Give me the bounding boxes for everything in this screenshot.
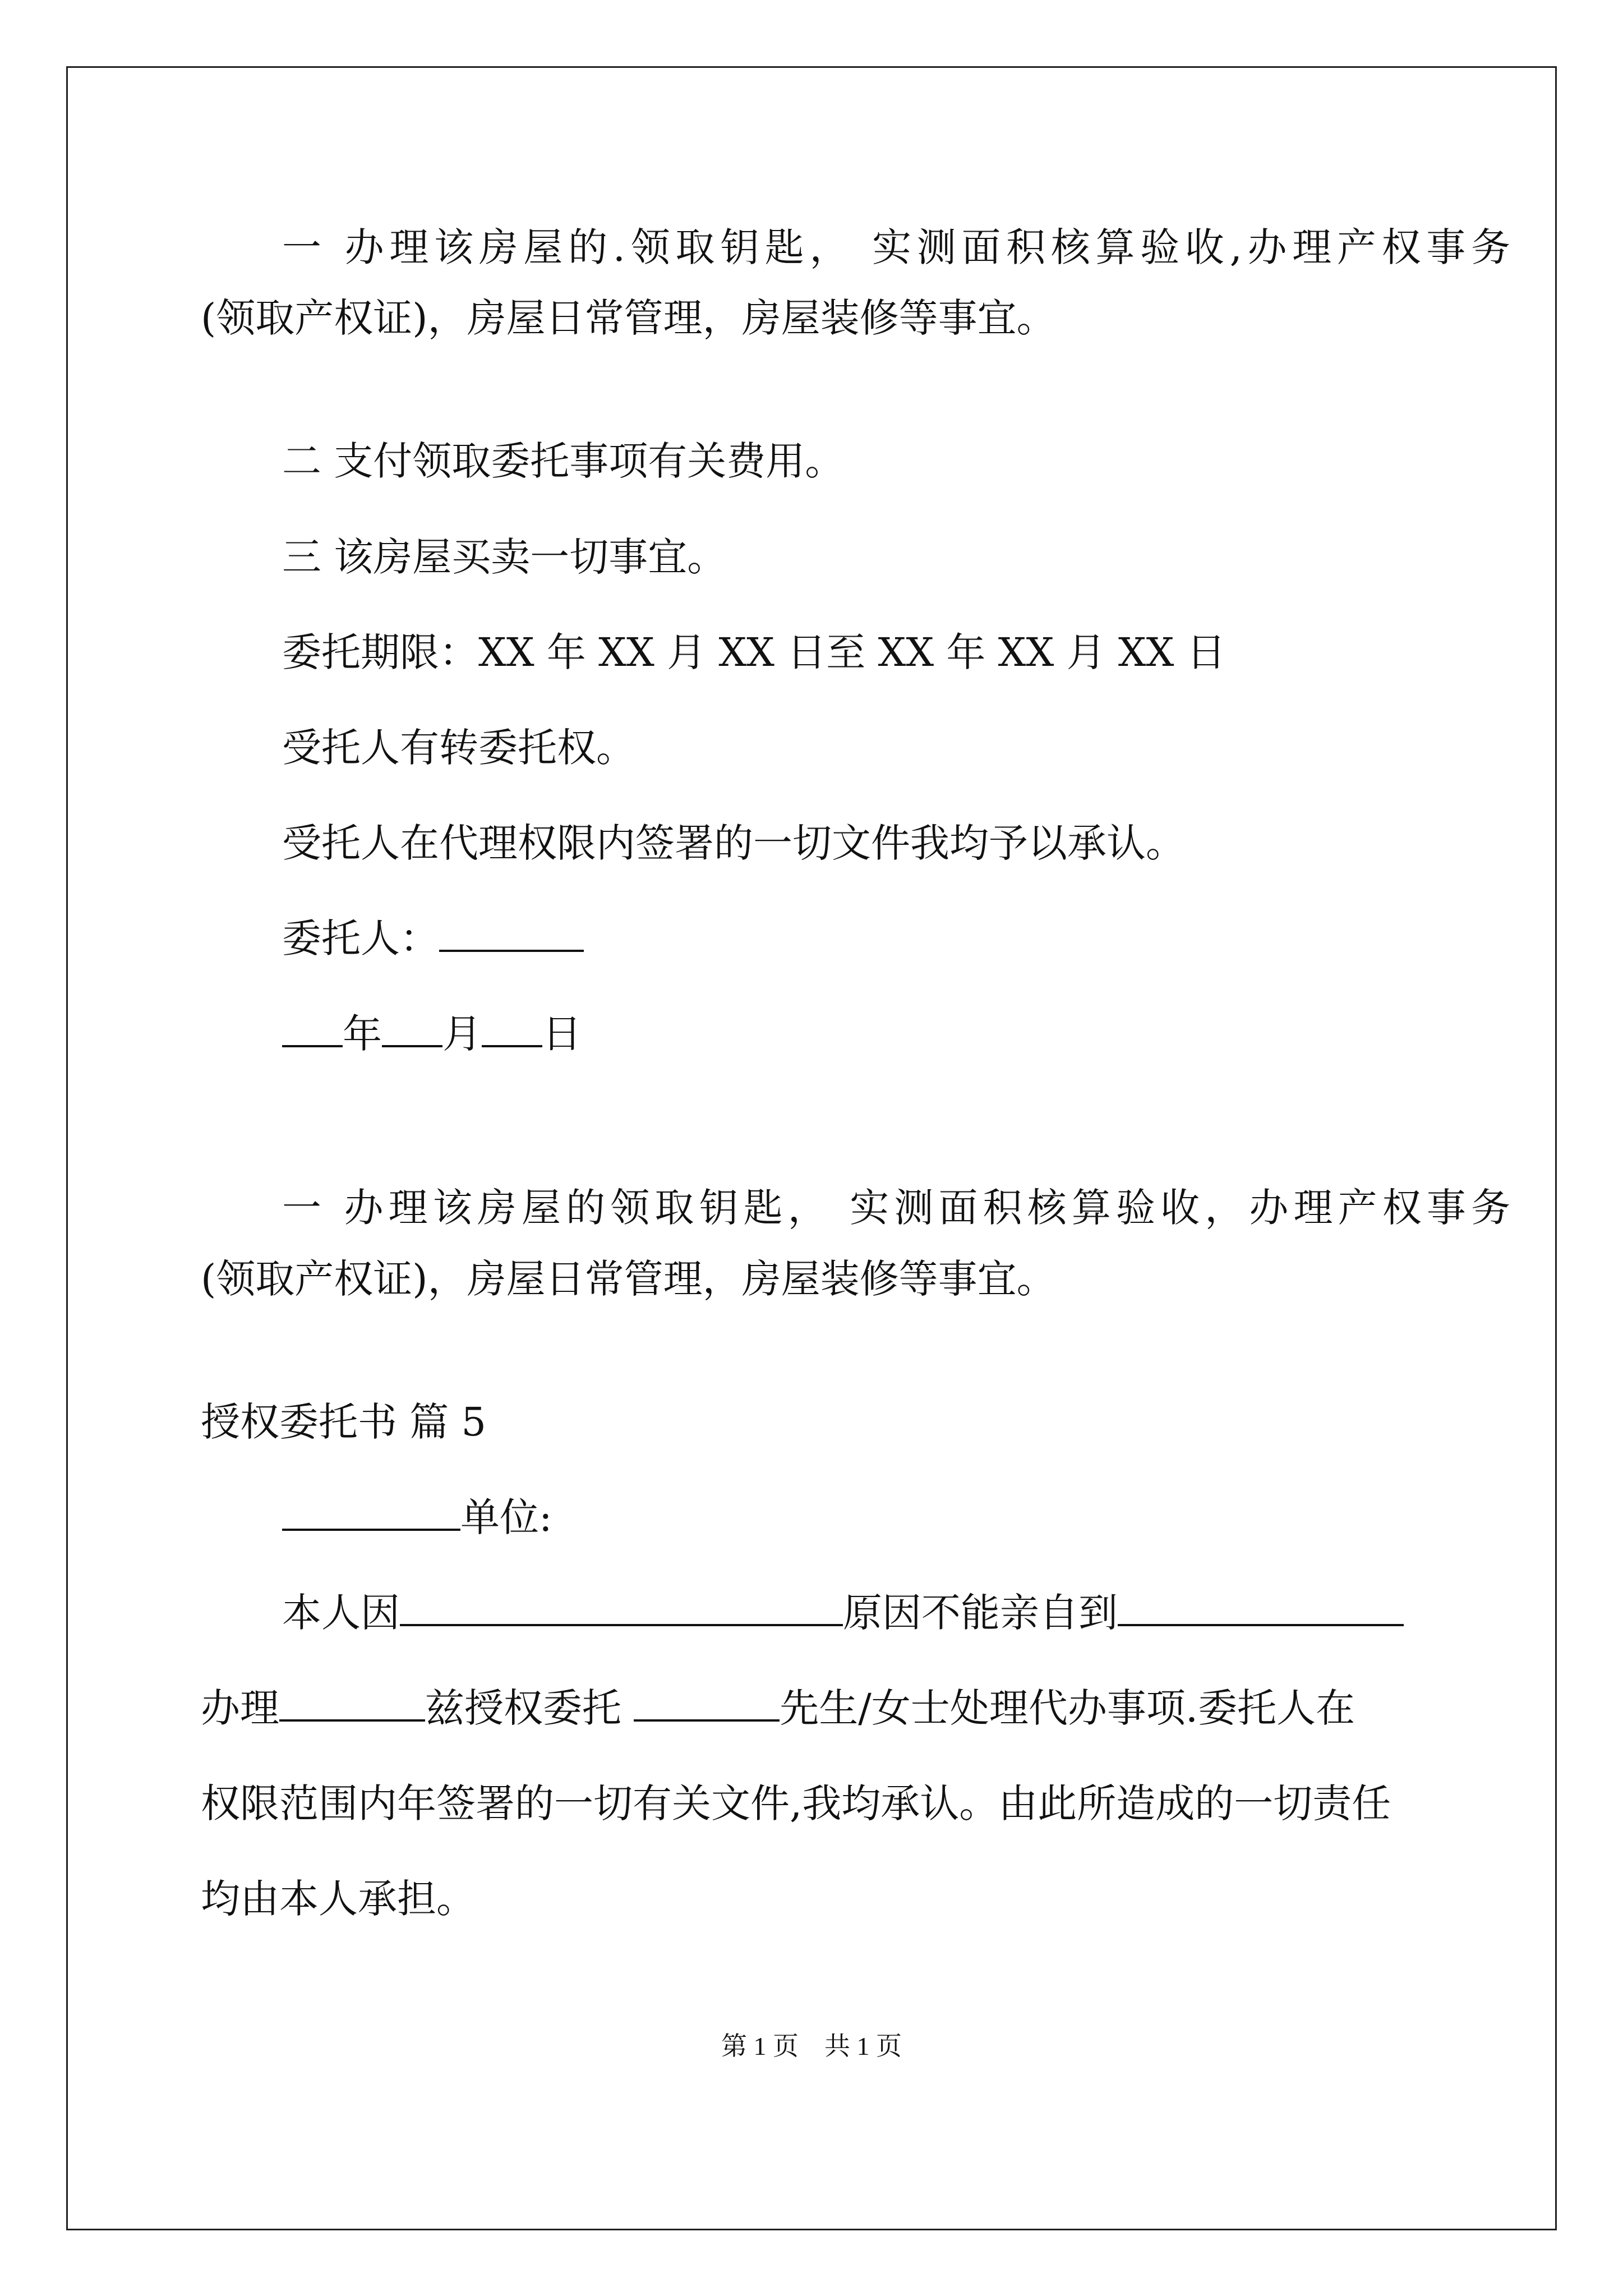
scope-line: 权限范围内年签署的一切有关文件,我均承认。由此所造成的一切责任 — [201, 1780, 1391, 1826]
year-blank — [282, 1010, 343, 1047]
reason-blank — [400, 1589, 843, 1626]
reason-mid: 原因不能亲自到 — [843, 1590, 1118, 1636]
handle-prefix: 办理 — [201, 1685, 279, 1731]
principal-signature-line — [282, 913, 584, 964]
paragraph-3: 三 该房屋买卖一切事宜。 — [282, 534, 727, 580]
section-title: 授权委托书 篇 5 — [201, 1399, 487, 1445]
unit-line — [282, 1492, 552, 1543]
matter-blank — [279, 1685, 425, 1722]
month-label: 月 — [442, 1011, 482, 1057]
paragraph-1-line-2: (领取产权证)，房屋日常管理，房屋装修等事宜。 — [201, 295, 1056, 341]
paragraph-2: 二 支付领取委托事项有关费用。 — [282, 438, 845, 484]
day-label: 日 — [542, 1011, 582, 1057]
paragraph-1-line-1: 一 办理该房屋的.领取钥匙， 实测面积核算验收,办理产权事务 — [282, 224, 1510, 270]
reason-prefix: 本人因 — [282, 1590, 400, 1636]
unit-blank — [282, 1494, 460, 1531]
agent-blank — [634, 1685, 780, 1722]
day-blank — [482, 1010, 542, 1047]
unit-label: 单位: — [460, 1494, 552, 1540]
burden-line: 均由本人承担。 — [201, 1876, 476, 1922]
transfer-line: 受托人有转委托权。 — [282, 725, 635, 771]
principal-label: 委托人： — [282, 915, 439, 961]
handle-line — [201, 1683, 1355, 1733]
handle-suffix: 先生/女士处理代办事项.委托人在 — [780, 1685, 1355, 1731]
year-label: 年 — [343, 1011, 382, 1057]
page-number-footer: 第 1 页 共 1 页 — [721, 2032, 902, 2060]
term-line: 委托期限：XX 年 XX 月 XX 日至 XX 年 XX 月 XX 日 — [282, 629, 1226, 675]
place-blank — [1118, 1589, 1404, 1626]
handle-mid: 兹授权委托 — [425, 1685, 621, 1731]
paragraph-4-line-2: (领取产权证)，房屋日常管理，房屋装修等事宜。 — [201, 1256, 1056, 1302]
reason-line — [282, 1588, 1404, 1638]
date-line — [282, 1009, 582, 1059]
acknowledge-line: 受托人在代理权限内签署的一切文件我均予以承认。 — [282, 820, 1185, 866]
month-blank — [382, 1010, 442, 1047]
paragraph-4-line-1: 一 办理该房屋的领取钥匙， 实测面积核算验收，办理产权事务 — [282, 1185, 1510, 1231]
principal-blank — [439, 915, 584, 952]
